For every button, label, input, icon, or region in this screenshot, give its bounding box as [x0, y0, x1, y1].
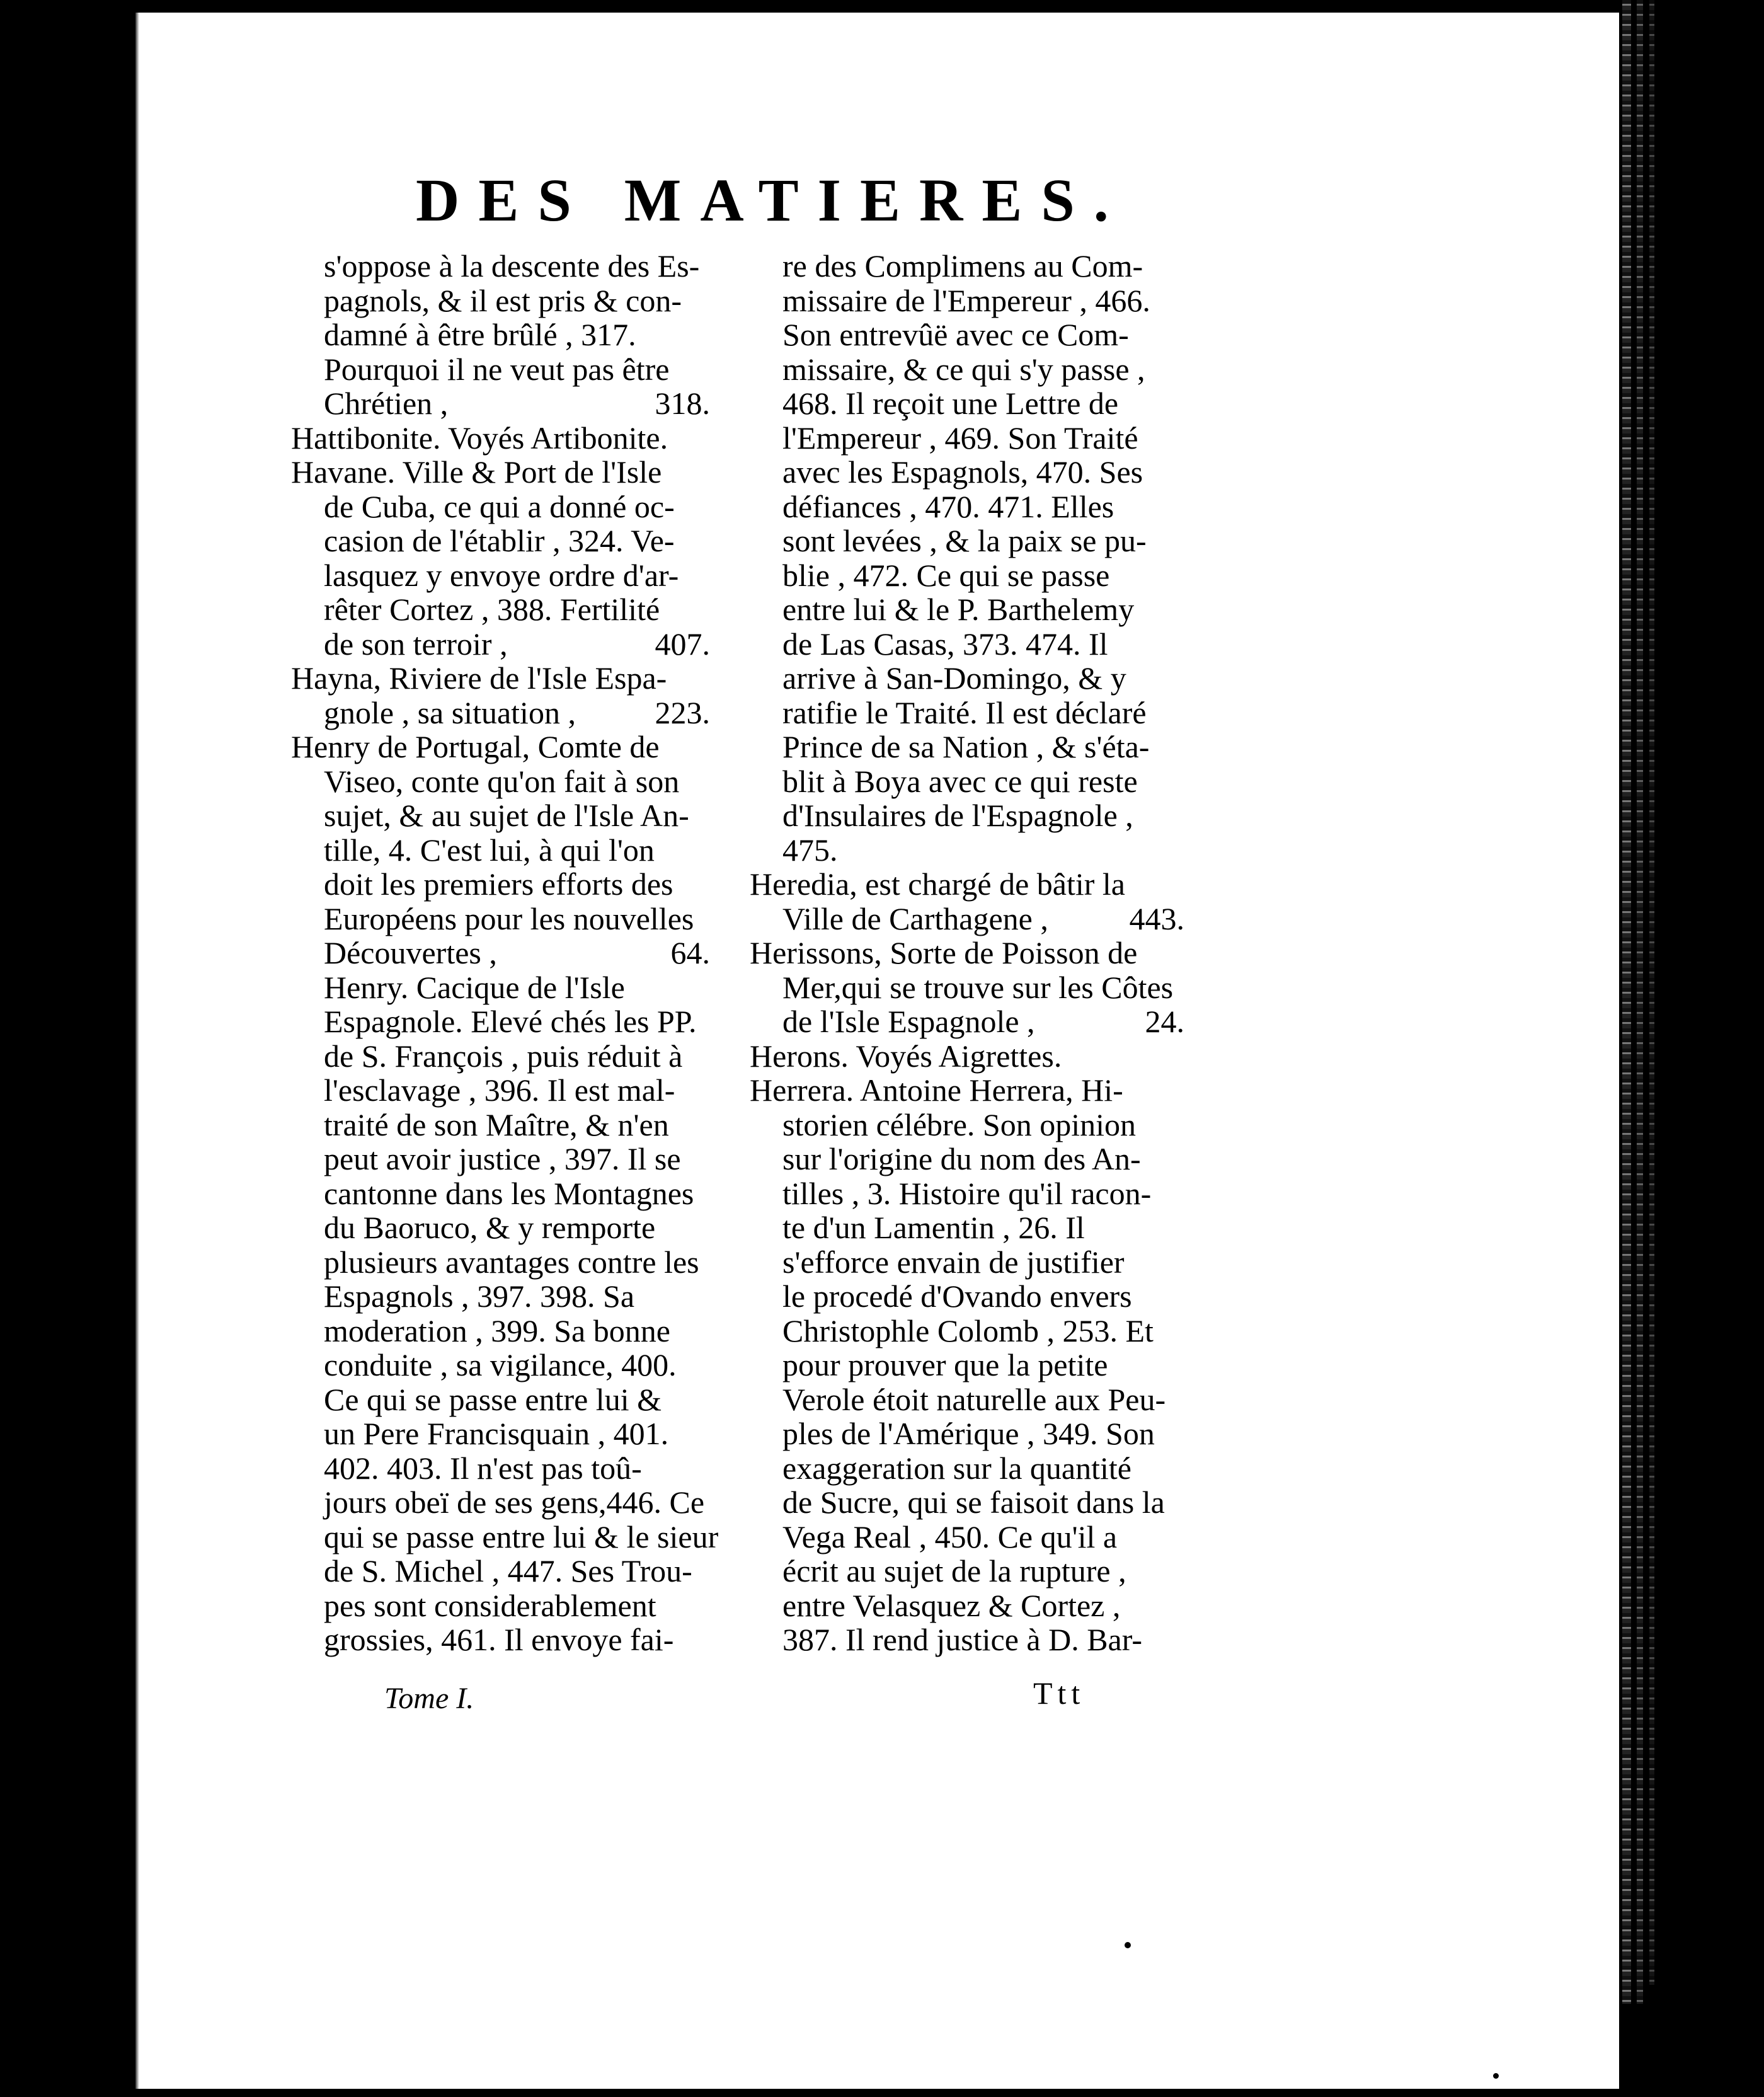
index-line-text: pes sont considerablement [324, 1587, 656, 1623]
index-line [291, 318, 710, 352]
index-line-text: 387. Il rend justice à D. Bar- [782, 1622, 1143, 1657]
index-line-text: s'oppose à la descente des Es- [324, 248, 700, 284]
index-line [750, 661, 1184, 696]
index-line-text: l'Empereur , 469. Son Traité [782, 420, 1138, 456]
index-line-text: casion de l'établir , 324. Ve- [324, 523, 675, 558]
page-reference: 318. [655, 386, 710, 421]
index-line [291, 1451, 710, 1486]
index-line [291, 455, 710, 490]
index-line [291, 1073, 710, 1108]
index-line [750, 902, 1184, 936]
index-line-text: Espagnole. Elevé chés les PP. [324, 1004, 697, 1039]
index-line [750, 1073, 1184, 1108]
index-line [750, 936, 1184, 970]
index-line-text: Pourquoi il ne veut pas être [324, 351, 670, 387]
index-line-text: Heredia, est chargé de bâtir la [750, 866, 1125, 902]
index-line-text: Chrétien , [324, 386, 449, 421]
index-line-text: s'efforce envain de justifier [782, 1244, 1125, 1280]
index-line [291, 1348, 710, 1382]
index-line [291, 249, 710, 284]
index-line [750, 490, 1184, 524]
page-reference: 407. [655, 626, 710, 662]
index-line-text: Herons. Voyés Aigrettes. [750, 1038, 1062, 1074]
index-line [750, 1348, 1184, 1382]
index-line-text: Découvertes , [324, 935, 497, 970]
index-line-text: Henry. Cacique de l'Isle [324, 969, 625, 1005]
index-line-text: de Las Casas, 373. 474. Il [782, 626, 1108, 662]
index-line [291, 627, 710, 662]
index-line [750, 1382, 1184, 1417]
index-line [750, 696, 1184, 730]
page-edge [1622, 0, 1631, 2004]
index-line [291, 421, 710, 456]
index-line-text: avec les Espagnols, 470. Ses [782, 454, 1143, 490]
index-line [750, 352, 1184, 387]
index-line [750, 627, 1184, 662]
index-line-text: Prince de sa Nation , & s'éta- [782, 729, 1150, 764]
index-line [291, 661, 710, 696]
index-line-text: traité de son Maître, & n'en [324, 1106, 669, 1142]
index-line-text: 402. 403. Il n'est pas toû- [324, 1450, 642, 1486]
index-line [750, 1245, 1184, 1280]
index-line [291, 764, 710, 799]
index-line [750, 1485, 1184, 1520]
index-line-text: du Baoruco, & y remporte [324, 1210, 656, 1245]
index-line [291, 833, 710, 868]
print-speck [1125, 1942, 1131, 1948]
index-line-text: entre Velasquez & Cortez , [782, 1587, 1121, 1623]
index-line-text: conduite , sa vigilance, 400. [324, 1347, 677, 1382]
page-reference: 24. [1145, 1004, 1184, 1039]
index-line [750, 730, 1184, 764]
index-line [291, 558, 710, 593]
index-column-left [291, 248, 719, 1657]
index-line [750, 421, 1184, 456]
index-line [291, 524, 710, 558]
index-line-text: storien célébre. Son opinion [782, 1106, 1136, 1142]
index-line [750, 1520, 1184, 1554]
index-line [750, 764, 1184, 799]
index-line-text: ples de l'Amérique , 349. Son [782, 1416, 1155, 1451]
index-line-text: Herissons, Sorte de Poisson de [750, 935, 1138, 970]
index-line-text: blie , 472. Ce qui se passe [782, 557, 1110, 593]
index-line-text: de S. François , puis réduit à [324, 1038, 683, 1074]
index-line [291, 1176, 710, 1211]
index-line [291, 798, 710, 833]
index-line-text: de son terroir , [324, 626, 508, 662]
index-line-text: sur l'origine du nom des An- [782, 1141, 1141, 1176]
running-header: DES MATIERES. [416, 166, 1128, 234]
index-line-text: Henry de Portugal, Comte de [291, 729, 660, 764]
index-line [291, 936, 710, 970]
index-line-text: Mer,qui se trouve sur les Côtes [782, 969, 1174, 1005]
index-line [291, 1108, 710, 1142]
index-line-text: de S. Michel , 447. Ses Trou- [324, 1553, 692, 1589]
index-line [291, 1623, 710, 1657]
index-line-text: un Pere Francisquain , 401. [324, 1416, 669, 1451]
index-line [291, 1245, 710, 1280]
index-line [750, 249, 1184, 284]
index-line-text: de Cuba, ce qui a donné oc- [324, 488, 675, 524]
index-line [750, 1554, 1184, 1589]
page-edge [1649, 0, 1654, 1985]
index-line-text: Ce qui se passe entre lui & [324, 1381, 662, 1417]
index-line-text: lasquez y envoye ordre d'ar- [324, 557, 679, 593]
index-line [750, 455, 1184, 490]
index-line [750, 558, 1184, 593]
index-line-text: Hattibonite. Voyés Artibonite. [291, 420, 668, 456]
index-line [750, 1589, 1184, 1623]
index-line-text: missaire de l'Empereur , 466. [782, 282, 1150, 318]
index-line-text: arrive à San-Domingo, & y [782, 660, 1126, 696]
index-line [291, 970, 710, 1005]
index-line [291, 490, 710, 524]
index-line [291, 1382, 710, 1417]
index-line-text: tilles , 3. Histoire qu'il racon- [782, 1175, 1152, 1211]
index-line-text: Havane. Ville & Port de l'Isle [291, 454, 662, 490]
page-edge [1637, 0, 1643, 2004]
index-line [291, 1589, 710, 1623]
index-line-text: Herrera. Antoine Herrera, Hi- [750, 1072, 1123, 1108]
index-line-text: sont levées , & la paix se pu- [782, 523, 1147, 558]
index-line [291, 1314, 710, 1348]
index-line-text: damné à être brûlé , 317. [324, 317, 636, 352]
index-column-right [750, 249, 1184, 1657]
index-line-text: Ville de Carthagene , [782, 900, 1048, 936]
index-line [291, 284, 710, 318]
index-line [750, 833, 1184, 868]
index-line-text: Christophle Colomb , 253. Et [782, 1313, 1154, 1348]
index-line [750, 1108, 1184, 1142]
index-line [750, 1004, 1184, 1039]
index-line-text: blit à Boya avec ce qui reste [782, 763, 1138, 799]
index-line [750, 1210, 1184, 1245]
index-line-text: 468. Il reçoit une Lettre de [782, 386, 1119, 421]
index-line [291, 1004, 710, 1039]
index-line-text: Hayna, Riviere de l'Isle Espa- [291, 660, 667, 696]
index-line [750, 1142, 1184, 1176]
index-line-text: de Sucre, qui se faisoit dans la [782, 1485, 1165, 1520]
index-line [291, 1142, 710, 1176]
index-line [291, 730, 710, 764]
index-line [750, 524, 1184, 558]
index-line-text: grossies, 461. Il envoye fai- [324, 1622, 674, 1657]
index-line [750, 284, 1184, 318]
index-line [750, 1176, 1184, 1211]
index-line-text: rêter Cortez , 388. Fertilité [324, 592, 660, 627]
index-line-text: entre lui & le P. Barthelemy [782, 592, 1135, 627]
index-line-text: le procedé d'Ovando envers [782, 1278, 1132, 1314]
index-line-text: écrit au sujet de la rupture , [782, 1553, 1126, 1589]
index-line-text: 475. [782, 832, 838, 868]
index-line-text: Viseo, conte qu'on fait à son [324, 763, 680, 799]
index-line-text: de l'Isle Espagnole , [782, 1004, 1035, 1039]
index-line [750, 798, 1184, 833]
index-line [750, 867, 1184, 902]
index-line [750, 1416, 1184, 1451]
page-gutter-shadow [135, 13, 139, 2089]
index-line-text: jours obeï de ses gens,446. Ce [324, 1485, 705, 1520]
index-line [291, 1279, 710, 1314]
page-reference: 64. [670, 935, 710, 970]
signature-mark: Ttt [1033, 1675, 1085, 1711]
index-line-text: te d'un Lamentin , 26. Il [782, 1210, 1085, 1245]
index-line [291, 1485, 710, 1520]
index-line-text: Européens pour les nouvelles [324, 900, 694, 936]
page-reference: 223. [655, 694, 710, 730]
page-reference: 443. [1129, 900, 1184, 936]
index-line-text: missaire, & ce qui s'y passe , [782, 351, 1145, 387]
index-line-text: Espagnols , 397. 398. Sa [324, 1278, 635, 1314]
index-line [750, 1451, 1184, 1486]
index-line [291, 902, 710, 936]
index-line [291, 1416, 710, 1451]
index-line-text: exaggeration sur la quantité [782, 1450, 1131, 1486]
index-line [291, 1554, 710, 1589]
index-line-text: moderation , 399. Sa bonne [324, 1313, 670, 1348]
volume-footer: Tome I. [384, 1682, 474, 1715]
index-line [291, 696, 710, 730]
index-line-text: défiances , 470. 471. Elles [782, 488, 1114, 524]
index-line-text: plusieurs avantages contre les [324, 1244, 699, 1280]
index-line-text: ratifie le Traité. Il est déclaré [782, 694, 1147, 730]
index-line [291, 352, 710, 387]
index-line-text: l'esclavage , 396. Il est mal- [324, 1072, 675, 1108]
index-line [750, 592, 1184, 627]
index-line [750, 1039, 1184, 1074]
index-line [750, 1279, 1184, 1314]
index-line [750, 1623, 1184, 1657]
index-line-text: Son entrevûë avec ce Com- [782, 317, 1129, 352]
index-line-text: gnole , sa situation , [324, 694, 576, 730]
index-line-text: d'Insulaires de l'Espagnole , [782, 798, 1133, 833]
index-line-text: pagnols, & il est pris & con- [324, 282, 682, 318]
index-line [750, 318, 1184, 352]
index-line-text: peut avoir justice , 397. Il se [324, 1141, 681, 1176]
index-line [291, 1039, 710, 1074]
index-line-text: pour prouver que la petite [782, 1347, 1108, 1382]
index-line [291, 386, 710, 421]
index-line-text: qui se passe entre lui & le sieur [324, 1519, 719, 1554]
print-speck [1493, 2073, 1499, 2079]
index-line [291, 1210, 710, 1245]
index-line [750, 1314, 1184, 1348]
index-line [750, 386, 1184, 421]
index-line-text: re des Complimens au Com- [782, 248, 1143, 284]
index-line-text: Vega Real , 450. Ce qu'il a [782, 1519, 1118, 1554]
index-line-text: tille, 4. C'est lui, à qui l'on [324, 832, 655, 868]
index-line-text: cantonne dans les Montagnes [324, 1175, 694, 1211]
index-line [291, 1519, 719, 1554]
index-line-text: Verole étoit naturelle aux Peu- [782, 1381, 1166, 1417]
index-line-text: sujet, & au sujet de l'Isle An- [324, 798, 689, 833]
index-line [750, 970, 1184, 1005]
index-line [291, 592, 710, 627]
index-line-text: doit les premiers efforts des [324, 866, 673, 902]
index-line [291, 867, 710, 902]
